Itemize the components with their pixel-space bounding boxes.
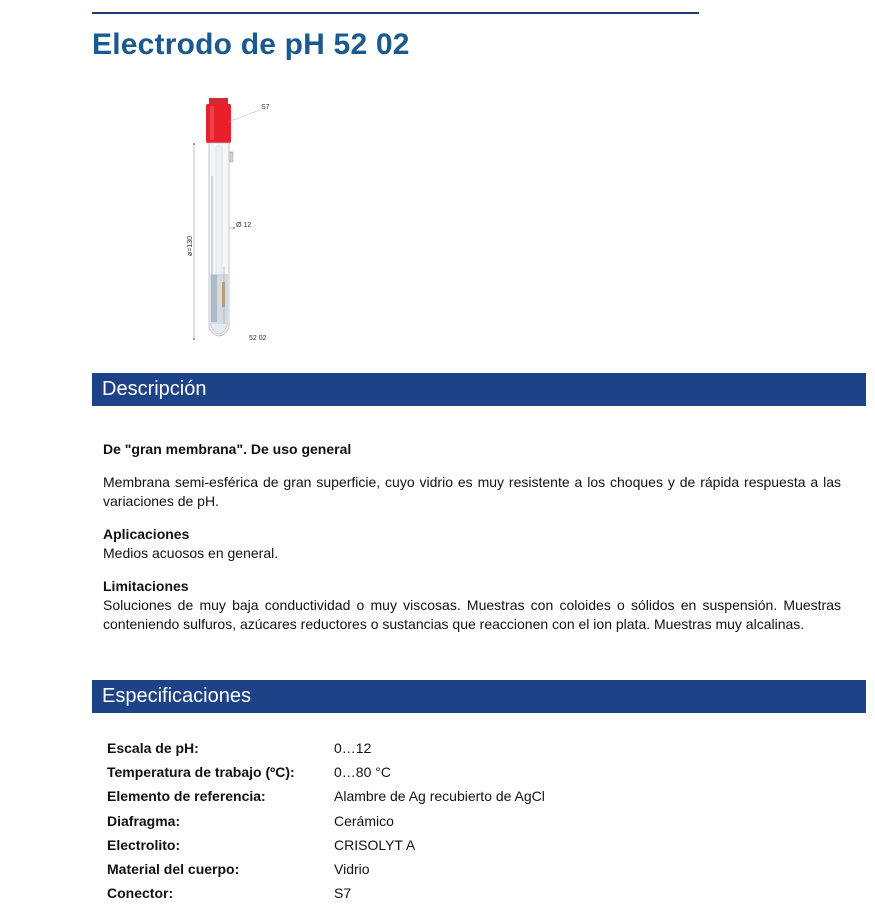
spec-value: Alambre de Ag recubierto de AgCl bbox=[334, 788, 545, 805]
connector-cap bbox=[206, 104, 231, 143]
spec-row bbox=[107, 784, 545, 808]
electrode-illustration bbox=[180, 92, 300, 348]
spec-row bbox=[107, 833, 545, 857]
spec-value: S7 bbox=[334, 885, 352, 902]
limitations-heading: Limitaciones bbox=[103, 578, 189, 594]
applications-text: Medios acuosos en general. bbox=[103, 545, 279, 561]
description-header bbox=[92, 373, 866, 406]
description-body bbox=[103, 440, 841, 648]
spec-label: Escala de pH: bbox=[107, 740, 199, 757]
spec-label: Electrolito: bbox=[107, 836, 181, 853]
length-label: ø=130 bbox=[187, 235, 194, 257]
description-paragraph: Membrana semi-esférica de gran superficie, cuyo vidrio es muy resistente a los choques y de rápida respuesta a las variaciones de pH. bbox=[103, 474, 841, 509]
description-lead: De "gran membrana". De uso general bbox=[103, 441, 352, 457]
limitations-text: Soluciones de muy baja conductividad o muy viscosas. Muestras con coloides o sólidos en suspensión. Muestras conteniendo sulfuros, azúcares reductores o sustancias que reaccionen con el ion plata. Muestras muy alcalinas. bbox=[103, 597, 841, 632]
spec-value: Cerámico bbox=[334, 812, 394, 829]
spec-label: Diafragma: bbox=[107, 812, 181, 829]
model-label: 52 02 bbox=[249, 335, 267, 342]
spec-row bbox=[107, 736, 545, 760]
specifications-header bbox=[92, 680, 866, 713]
spec-value: CRISOLYT A bbox=[334, 836, 416, 853]
spec-row bbox=[107, 809, 545, 833]
spec-value: Vidrio bbox=[334, 861, 370, 878]
limitations-block bbox=[103, 577, 841, 634]
spec-label: Temperatura de trabajo (ºC): bbox=[107, 764, 295, 781]
spec-value: 0…80 °C bbox=[334, 764, 391, 781]
applications-block bbox=[103, 525, 841, 563]
spec-row bbox=[107, 881, 545, 905]
specifications-table bbox=[107, 736, 545, 905]
description-heading: Descripción bbox=[102, 378, 207, 400]
diameter-label: Ø 12 bbox=[236, 222, 252, 229]
spec-row bbox=[107, 857, 545, 881]
spec-label: Conector: bbox=[107, 885, 174, 902]
page-title: Electrodo de pH 52 02 bbox=[92, 28, 410, 61]
spec-value: 0…12 bbox=[334, 740, 372, 757]
specifications-heading: Especificaciones bbox=[102, 685, 251, 707]
spec-row bbox=[107, 760, 545, 784]
spec-label: Elemento de referencia: bbox=[107, 788, 266, 805]
applications-heading: Aplicaciones bbox=[103, 526, 190, 542]
spec-label: Material del cuerpo: bbox=[107, 861, 240, 878]
connector-label: S7 bbox=[261, 104, 270, 111]
top-rule bbox=[92, 12, 699, 14]
